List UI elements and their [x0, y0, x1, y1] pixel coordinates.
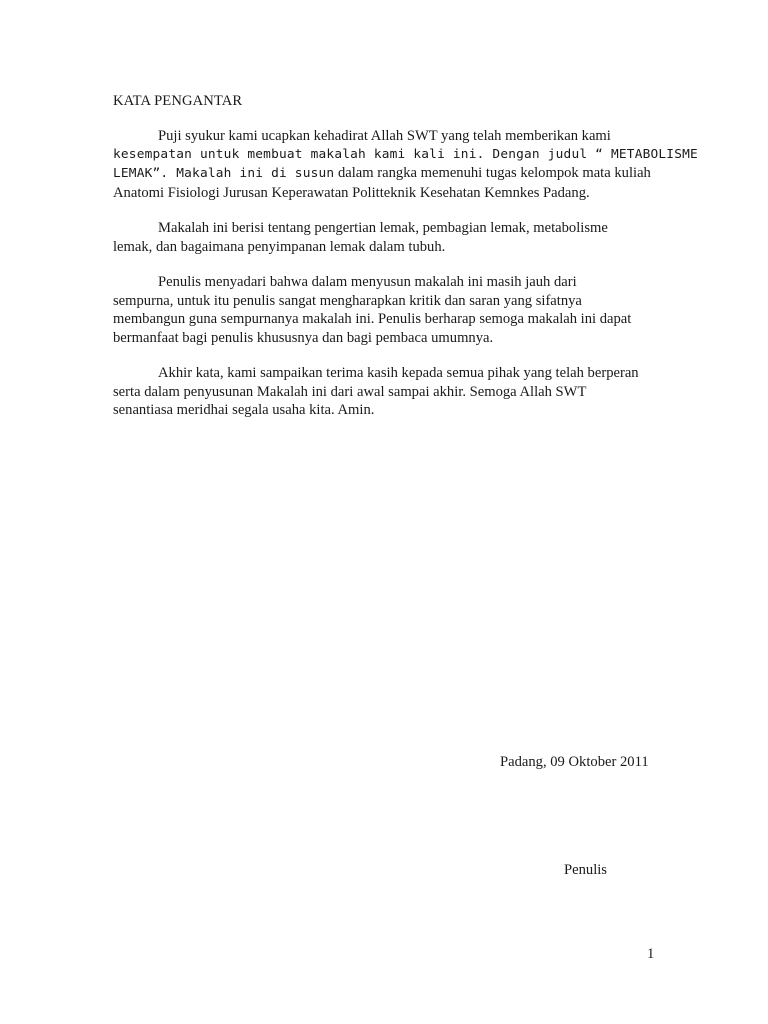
signature-label: Penulis	[564, 862, 607, 878]
paragraph-3	[113, 273, 658, 347]
text-line: bermanfaat bagi penulis khususnya dan bagi pembaca umumnya.	[113, 329, 494, 346]
text-line: Makalah ini berisi tentang pengertian lemak, pembagian lemak, metabolisme	[158, 220, 608, 236]
text-line: Anatomi Fisiologi Jurusan Keperawatan Politteknik Kesehatan Kemnkes Padang.	[113, 184, 590, 201]
paragraph-1	[113, 127, 698, 202]
text-line: sempurna, untuk itu penulis sangat mengharapkan kritik dan saran yang sifatnya	[113, 292, 582, 309]
text-line: Akhir kata, kami sampaikan terima kasih kepada semua pihak yang telah berperan	[158, 365, 639, 381]
text-line: kesempatan untuk membuat makalah kami kali ini. Dengan judul “ METABOLISME	[113, 146, 698, 162]
place-date: Padang, 09 Oktober 2011	[500, 754, 649, 770]
page-number: 1	[647, 946, 655, 962]
document-title: KATA PENGANTAR	[113, 93, 243, 109]
text-line: senantiasa meridhai segala usaha kita. Amin.	[113, 402, 375, 418]
text-segment-serif: dalam rangka memenuhi tugas kelompok mata kuliah	[334, 165, 651, 181]
text-line: Penulis menyadari bahwa dalam menyusun makalah ini masih jauh dari	[158, 274, 577, 290]
document-body	[113, 127, 698, 437]
text-segment-mono: LEMAK”. Makalah ini di susun	[113, 166, 335, 181]
paragraph-2	[113, 219, 658, 256]
paragraph-4	[113, 364, 658, 420]
text-line: lemak, dan bagaimana penyimpanan lemak dalam tubuh.	[113, 238, 446, 255]
text-line: membangun guna sempurnanya makalah ini. Penulis berharap semoga makalah ini dapat	[113, 311, 632, 327]
text-line-mixed	[113, 164, 658, 184]
text-line: serta dalam penyusunan Makalah ini dari awal sampai akhir. Semoga Allah SWT	[113, 383, 587, 400]
text-line: Puji syukur kami ucapkan kehadirat Allah SWT yang telah memberikan kami	[158, 128, 611, 144]
